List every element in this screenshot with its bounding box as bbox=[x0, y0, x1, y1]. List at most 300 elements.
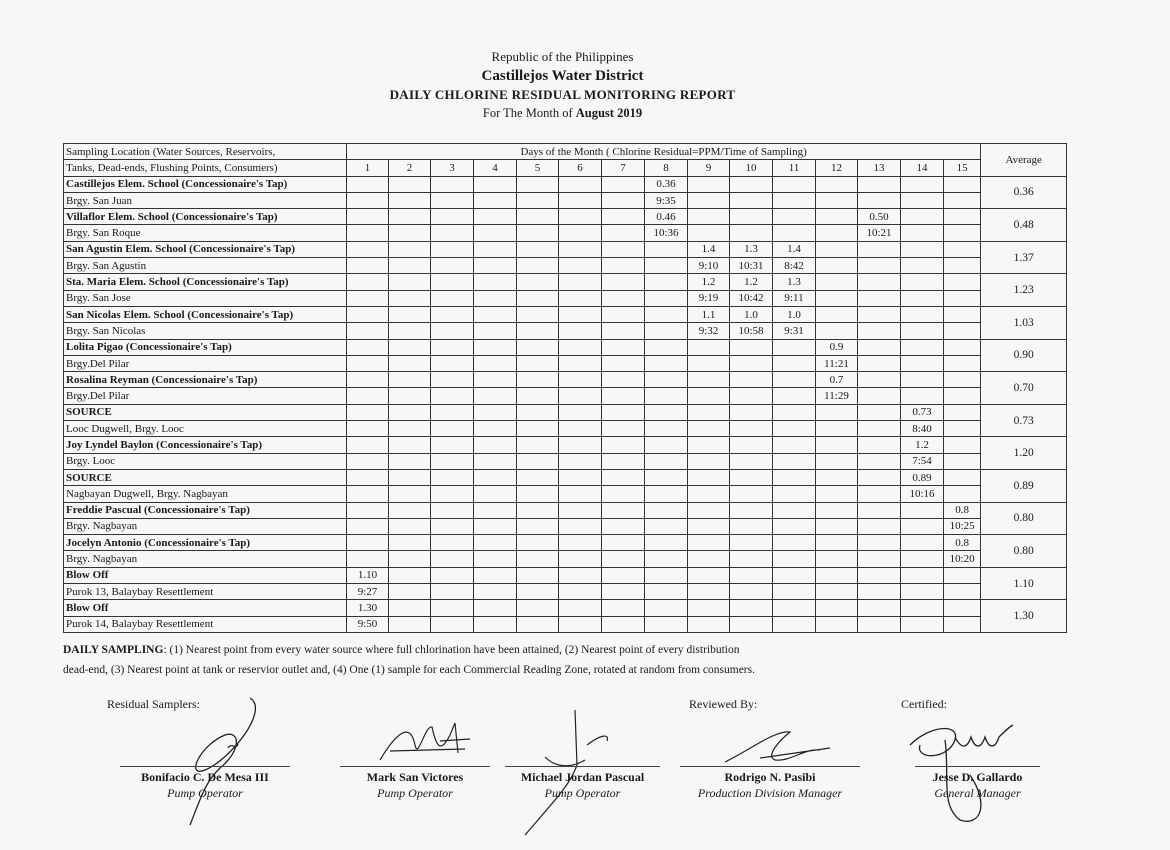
header-month: For The Month of August 2019 bbox=[482, 106, 643, 120]
sampling-time-day-10 bbox=[730, 225, 773, 241]
residual-value-day-1 bbox=[347, 339, 389, 355]
residual-value-day-12 bbox=[816, 567, 858, 583]
residual-value-day-9: 1.2 bbox=[688, 274, 730, 290]
residual-value-day-11: 1.3 bbox=[773, 274, 816, 290]
sampling-time-day-3 bbox=[431, 584, 474, 600]
table-row-time bbox=[64, 258, 1067, 274]
location-place: Brgy. San Nicolas bbox=[64, 323, 347, 339]
residual-value-day-7 bbox=[602, 437, 645, 453]
residual-value-day-15 bbox=[944, 437, 981, 453]
residual-value-day-9 bbox=[688, 176, 730, 192]
sampling-time-day-3 bbox=[431, 225, 474, 241]
residual-value-day-1 bbox=[347, 209, 389, 225]
signer-name: Michael Jordan Pascual bbox=[520, 770, 645, 784]
residual-value-day-7 bbox=[602, 274, 645, 290]
residual-value-day-14 bbox=[901, 274, 944, 290]
sampling-time-day-5 bbox=[517, 388, 559, 404]
samplers-label: Residual Samplers: bbox=[107, 697, 200, 711]
residual-value-day-7 bbox=[602, 241, 645, 257]
sampling-time-day-8 bbox=[645, 323, 688, 339]
residual-value-day-7 bbox=[602, 339, 645, 355]
sampling-time-day-13 bbox=[858, 192, 901, 208]
residual-value-day-1: 1.30 bbox=[347, 600, 389, 616]
signature-block-2 bbox=[340, 766, 490, 801]
residual-value-day-15 bbox=[944, 176, 981, 192]
residual-value-day-8 bbox=[645, 306, 688, 322]
sampling-time-day-1: 9:27 bbox=[347, 584, 389, 600]
residual-value-day-4 bbox=[474, 567, 517, 583]
sampling-time-day-9 bbox=[688, 355, 730, 371]
residual-value-day-13 bbox=[858, 306, 901, 322]
location-place: Brgy. Nagbayan bbox=[64, 551, 347, 567]
sampling-time-day-4 bbox=[474, 453, 517, 469]
residual-value-day-2 bbox=[389, 437, 431, 453]
sampling-time-day-4 bbox=[474, 225, 517, 241]
residual-value-day-10 bbox=[730, 600, 773, 616]
residual-value-day-2 bbox=[389, 176, 431, 192]
residual-value-day-3 bbox=[431, 176, 474, 192]
sampling-time-day-6 bbox=[559, 388, 602, 404]
residual-value-day-12 bbox=[816, 469, 858, 485]
location-place: Brgy.Del Pilar bbox=[64, 355, 347, 371]
residual-value-day-5 bbox=[517, 502, 559, 518]
sampling-time-day-7 bbox=[602, 486, 645, 502]
sampling-time-day-4 bbox=[474, 388, 517, 404]
sampling-time-day-10 bbox=[730, 388, 773, 404]
sampling-time-day-10: 10:31 bbox=[730, 258, 773, 274]
sampling-time-day-7 bbox=[602, 258, 645, 274]
sampling-time-day-8 bbox=[645, 584, 688, 600]
sampling-time-day-2 bbox=[389, 486, 431, 502]
sampling-time-day-7 bbox=[602, 388, 645, 404]
signer-title: Pump Operator bbox=[544, 786, 621, 800]
residual-value-day-10 bbox=[730, 404, 773, 420]
day-header-1: 1 bbox=[347, 160, 389, 176]
table-body bbox=[64, 176, 1067, 632]
location-name: Villaflor Elem. School (Concessionaire's Tap) bbox=[64, 209, 347, 225]
sampling-time-day-5 bbox=[517, 258, 559, 274]
sampling-time-day-1 bbox=[347, 453, 389, 469]
sampling-time-day-4 bbox=[474, 616, 517, 632]
residual-value-day-5 bbox=[517, 437, 559, 453]
residual-value-day-5 bbox=[517, 404, 559, 420]
sampling-time-day-12 bbox=[816, 486, 858, 502]
residual-value-day-11 bbox=[773, 404, 816, 420]
residual-value-day-3 bbox=[431, 567, 474, 583]
table-row bbox=[64, 241, 1067, 257]
location-place: Brgy. San Juan bbox=[64, 192, 347, 208]
location-header-line1: Sampling Location (Water Sources, Reservoirs, bbox=[64, 144, 347, 160]
sampling-time-day-6 bbox=[559, 486, 602, 502]
residual-value-day-3 bbox=[431, 502, 474, 518]
residual-value-day-9 bbox=[688, 469, 730, 485]
average-value: 0.80 bbox=[981, 535, 1067, 568]
residual-value-day-12 bbox=[816, 600, 858, 616]
residual-value-day-8 bbox=[645, 437, 688, 453]
residual-value-day-10 bbox=[730, 437, 773, 453]
sampling-time-day-10 bbox=[730, 421, 773, 437]
sampling-time-day-6 bbox=[559, 584, 602, 600]
residual-value-day-13 bbox=[858, 567, 901, 583]
location-place: Purok 14, Balaybay Resettlement bbox=[64, 616, 347, 632]
residual-value-day-2 bbox=[389, 241, 431, 257]
day-header-9: 9 bbox=[688, 160, 730, 176]
signer-name: Jesse D. Gallardo bbox=[932, 770, 1023, 784]
sampling-time-day-15 bbox=[944, 258, 981, 274]
sampling-time-day-4 bbox=[474, 323, 517, 339]
sampling-time-day-9 bbox=[688, 421, 730, 437]
sampling-time-day-11 bbox=[773, 551, 816, 567]
residual-value-day-15 bbox=[944, 209, 981, 225]
sampling-time-day-7 bbox=[602, 551, 645, 567]
sampling-time-day-15: 10:25 bbox=[944, 518, 981, 534]
signature-line bbox=[915, 766, 1040, 767]
table-row-time bbox=[64, 453, 1067, 469]
residual-value-day-12 bbox=[816, 502, 858, 518]
sampling-time-day-13: 10:21 bbox=[858, 225, 901, 241]
residual-value-day-3 bbox=[431, 535, 474, 551]
residual-value-day-8 bbox=[645, 567, 688, 583]
sampling-time-day-12 bbox=[816, 225, 858, 241]
sampling-time-day-12 bbox=[816, 616, 858, 632]
sampling-time-day-2 bbox=[389, 584, 431, 600]
sampling-time-day-8: 9:35 bbox=[645, 192, 688, 208]
sampling-time-day-9 bbox=[688, 616, 730, 632]
sampling-time-day-13 bbox=[858, 453, 901, 469]
average-value: 0.80 bbox=[981, 502, 1067, 535]
residual-value-day-2 bbox=[389, 469, 431, 485]
residual-value-day-4 bbox=[474, 437, 517, 453]
residual-value-day-7 bbox=[602, 404, 645, 420]
day-header-5: 5 bbox=[517, 160, 559, 176]
sampling-time-day-11 bbox=[773, 421, 816, 437]
sampling-time-day-3 bbox=[431, 453, 474, 469]
sampling-time-day-7 bbox=[602, 225, 645, 241]
residual-value-day-10: 1.0 bbox=[730, 306, 773, 322]
residual-value-day-10 bbox=[730, 567, 773, 583]
sampling-time-day-10 bbox=[730, 453, 773, 469]
sampling-time-day-14 bbox=[901, 192, 944, 208]
residual-value-day-3 bbox=[431, 437, 474, 453]
residual-value-day-8 bbox=[645, 502, 688, 518]
location-place: Brgy. Nagbayan bbox=[64, 518, 347, 534]
location-name: Freddie Pascual (Concessionaire's Tap) bbox=[64, 502, 347, 518]
table-row-time bbox=[64, 323, 1067, 339]
residual-value-day-13 bbox=[858, 469, 901, 485]
residual-value-day-3 bbox=[431, 274, 474, 290]
sampling-time-day-1 bbox=[347, 551, 389, 567]
signer-title: Pump Operator bbox=[167, 786, 243, 800]
table-row-time bbox=[64, 225, 1067, 241]
table-row bbox=[64, 209, 1067, 225]
sampling-time-day-14 bbox=[901, 323, 944, 339]
residual-value-day-2 bbox=[389, 600, 431, 616]
sampling-time-day-6 bbox=[559, 323, 602, 339]
chlorine-residual-table bbox=[63, 143, 1067, 633]
sampling-time-day-13 bbox=[858, 584, 901, 600]
residual-value-day-5 bbox=[517, 241, 559, 257]
residual-value-day-2 bbox=[389, 404, 431, 420]
residual-value-day-6 bbox=[559, 535, 602, 551]
sampling-time-day-9: 9:32 bbox=[688, 323, 730, 339]
day-header-3: 3 bbox=[431, 160, 474, 176]
residual-value-day-7 bbox=[602, 535, 645, 551]
sampling-time-day-3 bbox=[431, 486, 474, 502]
sampling-time-day-3 bbox=[431, 192, 474, 208]
residual-value-day-5 bbox=[517, 469, 559, 485]
sampling-time-day-15 bbox=[944, 584, 981, 600]
residual-value-day-9: 1.4 bbox=[688, 241, 730, 257]
sampling-time-day-14 bbox=[901, 258, 944, 274]
sampling-time-day-13 bbox=[858, 518, 901, 534]
sampling-time-day-6 bbox=[559, 421, 602, 437]
sampling-time-day-13 bbox=[858, 323, 901, 339]
table-row-time bbox=[64, 290, 1067, 306]
residual-value-day-6 bbox=[559, 404, 602, 420]
residual-value-day-6 bbox=[559, 437, 602, 453]
average-value: 0.89 bbox=[981, 469, 1067, 502]
residual-value-day-4 bbox=[474, 502, 517, 518]
table-row-time bbox=[64, 355, 1067, 371]
residual-value-day-13 bbox=[858, 241, 901, 257]
signer-title: General Manager bbox=[934, 786, 1021, 800]
sampling-time-day-9: 9:19 bbox=[688, 290, 730, 306]
day-header-2: 2 bbox=[389, 160, 431, 176]
table-row-time bbox=[64, 192, 1067, 208]
location-place: Nagbayan Dugwell, Brgy. Nagbayan bbox=[64, 486, 347, 502]
residual-value-day-15 bbox=[944, 306, 981, 322]
residual-value-day-6 bbox=[559, 502, 602, 518]
average-value: 1.10 bbox=[981, 567, 1067, 600]
day-header-12: 12 bbox=[816, 160, 858, 176]
sampling-time-day-4 bbox=[474, 290, 517, 306]
residual-value-day-1 bbox=[347, 469, 389, 485]
residual-value-day-8 bbox=[645, 241, 688, 257]
residual-value-day-3 bbox=[431, 600, 474, 616]
day-header-11: 11 bbox=[773, 160, 816, 176]
sampling-time-day-9 bbox=[688, 584, 730, 600]
residual-value-day-2 bbox=[389, 502, 431, 518]
residual-value-day-10 bbox=[730, 372, 773, 388]
sampling-time-day-9: 9:10 bbox=[688, 258, 730, 274]
location-place: Brgy. Looc bbox=[64, 453, 347, 469]
signer-name: Mark San Victores bbox=[366, 770, 464, 784]
residual-value-day-11 bbox=[773, 502, 816, 518]
residual-value-day-13 bbox=[858, 437, 901, 453]
table-row-time bbox=[64, 584, 1067, 600]
residual-value-day-15 bbox=[944, 600, 981, 616]
residual-value-day-6 bbox=[559, 469, 602, 485]
average-header: Average bbox=[981, 144, 1067, 177]
sampling-time-day-13 bbox=[858, 616, 901, 632]
sampling-time-day-8: 10:36 bbox=[645, 225, 688, 241]
sampling-time-day-11 bbox=[773, 453, 816, 469]
location-place: Brgy.Del Pilar bbox=[64, 388, 347, 404]
location-name: SOURCE bbox=[64, 469, 347, 485]
residual-value-day-3 bbox=[431, 469, 474, 485]
sampling-time-day-3 bbox=[431, 290, 474, 306]
location-name: Sta. Maria Elem. School (Concessionaire's Tap) bbox=[64, 274, 347, 290]
residual-value-day-14: 1.2 bbox=[901, 437, 944, 453]
sampling-time-day-4 bbox=[474, 584, 517, 600]
sampling-time-day-11 bbox=[773, 192, 816, 208]
sampling-time-day-7 bbox=[602, 290, 645, 306]
residual-value-day-3 bbox=[431, 372, 474, 388]
sampling-time-day-7 bbox=[602, 616, 645, 632]
residual-value-day-5 bbox=[517, 306, 559, 322]
residual-value-day-10: 1.2 bbox=[730, 274, 773, 290]
sampling-time-day-3 bbox=[431, 616, 474, 632]
residual-value-day-11 bbox=[773, 339, 816, 355]
residual-value-day-11 bbox=[773, 469, 816, 485]
residual-value-day-12: 0.7 bbox=[816, 372, 858, 388]
sampling-time-day-3 bbox=[431, 388, 474, 404]
sampling-time-day-5 bbox=[517, 225, 559, 241]
certified-label: Certified: bbox=[901, 697, 947, 711]
location-name: Castillejos Elem. School (Concessionaire's Tap) bbox=[64, 176, 347, 192]
sampling-time-day-5 bbox=[517, 323, 559, 339]
sampling-time-day-6 bbox=[559, 192, 602, 208]
sampling-time-day-15 bbox=[944, 192, 981, 208]
reviewed-label: Reviewed By: bbox=[689, 697, 758, 711]
table-row bbox=[64, 567, 1067, 583]
sampling-time-day-2 bbox=[389, 192, 431, 208]
sampling-time-day-2 bbox=[389, 518, 431, 534]
residual-value-day-13 bbox=[858, 535, 901, 551]
residual-value-day-7 bbox=[602, 306, 645, 322]
signer-name: Bonifacio C. De Mesa III bbox=[141, 770, 269, 784]
sampling-time-day-3 bbox=[431, 355, 474, 371]
residual-value-day-5 bbox=[517, 274, 559, 290]
average-value: 0.73 bbox=[981, 404, 1067, 437]
residual-value-day-10 bbox=[730, 339, 773, 355]
sampling-time-day-5 bbox=[517, 453, 559, 469]
table-row bbox=[64, 600, 1067, 616]
residual-value-day-8 bbox=[645, 535, 688, 551]
residual-value-day-9 bbox=[688, 404, 730, 420]
residual-value-day-12 bbox=[816, 241, 858, 257]
sampling-time-day-8 bbox=[645, 616, 688, 632]
residual-value-day-8 bbox=[645, 404, 688, 420]
sampling-time-day-12 bbox=[816, 258, 858, 274]
residual-value-day-3 bbox=[431, 339, 474, 355]
signature-block-3 bbox=[505, 766, 660, 801]
residual-value-day-13: 0.50 bbox=[858, 209, 901, 225]
residual-value-day-15 bbox=[944, 567, 981, 583]
sampling-time-day-11 bbox=[773, 584, 816, 600]
residual-value-day-6 bbox=[559, 274, 602, 290]
sampling-time-day-5 bbox=[517, 518, 559, 534]
sampling-time-day-11 bbox=[773, 225, 816, 241]
residual-value-day-10 bbox=[730, 502, 773, 518]
residual-value-day-3 bbox=[431, 209, 474, 225]
sampling-time-day-2 bbox=[389, 258, 431, 274]
residual-value-day-15 bbox=[944, 339, 981, 355]
residual-value-day-10 bbox=[730, 209, 773, 225]
sampling-time-day-12: 11:29 bbox=[816, 388, 858, 404]
residual-value-day-13 bbox=[858, 404, 901, 420]
residual-value-day-14: 0.73 bbox=[901, 404, 944, 420]
residual-value-day-2 bbox=[389, 535, 431, 551]
sampling-time-day-14 bbox=[901, 388, 944, 404]
sampling-time-day-8 bbox=[645, 486, 688, 502]
sampling-time-day-10 bbox=[730, 584, 773, 600]
residual-value-day-15 bbox=[944, 404, 981, 420]
sampling-time-day-14: 7:54 bbox=[901, 453, 944, 469]
sampling-time-day-3 bbox=[431, 323, 474, 339]
table-row-time bbox=[64, 551, 1067, 567]
residual-value-day-9 bbox=[688, 372, 730, 388]
residual-value-day-3 bbox=[431, 306, 474, 322]
day-header-8: 8 bbox=[645, 160, 688, 176]
sampling-time-day-15 bbox=[944, 355, 981, 371]
residual-value-day-6 bbox=[559, 209, 602, 225]
sampling-time-day-15 bbox=[944, 453, 981, 469]
report-header bbox=[0, 48, 1125, 122]
residual-value-day-6 bbox=[559, 339, 602, 355]
location-name: San Nicolas Elem. School (Concessionaire's Tap) bbox=[64, 306, 347, 322]
sampling-time-day-9 bbox=[688, 551, 730, 567]
residual-value-day-14 bbox=[901, 372, 944, 388]
sampling-time-day-9 bbox=[688, 453, 730, 469]
table-row bbox=[64, 176, 1067, 192]
sampling-time-day-14 bbox=[901, 518, 944, 534]
sampling-time-day-5 bbox=[517, 421, 559, 437]
signature-block-1 bbox=[120, 766, 290, 801]
sampling-time-day-2 bbox=[389, 290, 431, 306]
sampling-time-day-7 bbox=[602, 355, 645, 371]
residual-value-day-13 bbox=[858, 339, 901, 355]
sampling-time-day-6 bbox=[559, 355, 602, 371]
sampling-time-day-12 bbox=[816, 421, 858, 437]
sampling-time-day-6 bbox=[559, 258, 602, 274]
residual-value-day-15: 0.8 bbox=[944, 535, 981, 551]
residual-value-day-14 bbox=[901, 241, 944, 257]
residual-value-day-10 bbox=[730, 176, 773, 192]
signature-line bbox=[340, 766, 490, 767]
sampling-time-day-10 bbox=[730, 486, 773, 502]
sampling-time-day-9 bbox=[688, 388, 730, 404]
sampling-time-day-7 bbox=[602, 453, 645, 469]
sampling-time-day-11: 8:42 bbox=[773, 258, 816, 274]
signature-line bbox=[120, 766, 290, 767]
sampling-time-day-8 bbox=[645, 388, 688, 404]
table-row bbox=[64, 535, 1067, 551]
residual-value-day-6 bbox=[559, 241, 602, 257]
sampling-time-day-5 bbox=[517, 584, 559, 600]
residual-value-day-5 bbox=[517, 600, 559, 616]
residual-value-day-11: 1.0 bbox=[773, 306, 816, 322]
residual-value-day-12 bbox=[816, 274, 858, 290]
residual-value-day-4 bbox=[474, 274, 517, 290]
residual-value-day-1 bbox=[347, 502, 389, 518]
residual-value-day-13 bbox=[858, 274, 901, 290]
day-header-15: 15 bbox=[944, 160, 981, 176]
sampling-time-day-2 bbox=[389, 421, 431, 437]
residual-value-day-6 bbox=[559, 306, 602, 322]
average-value: 1.03 bbox=[981, 306, 1067, 339]
sampling-time-day-5 bbox=[517, 355, 559, 371]
residual-value-day-9 bbox=[688, 567, 730, 583]
signature-block-5 bbox=[915, 766, 1040, 801]
residual-value-day-8 bbox=[645, 372, 688, 388]
residual-value-day-1 bbox=[347, 437, 389, 453]
sampling-time-day-1 bbox=[347, 388, 389, 404]
location-name: Joy Lyndel Baylon (Concessionaire's Tap) bbox=[64, 437, 347, 453]
sampling-time-day-11 bbox=[773, 616, 816, 632]
residual-value-day-1 bbox=[347, 274, 389, 290]
sampling-time-day-10: 10:58 bbox=[730, 323, 773, 339]
